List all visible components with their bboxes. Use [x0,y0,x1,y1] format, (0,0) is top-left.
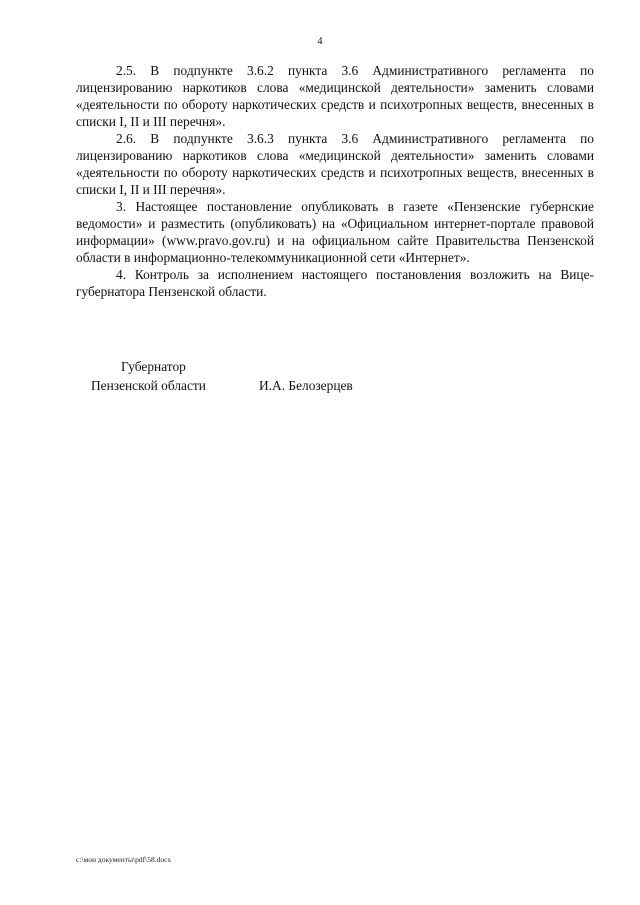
paragraph-4: 4. Контроль за исполнением настоящего постановления возложить на Вице-губернатора Пензенской области. [76,267,594,299]
signatory-title-line-1: Губернатор [121,359,186,374]
paragraph-2-5: 2.5. В подпункте 3.6.2 пункта 3.6 Административного регламента по лицензированию наркотиков слова «медицинской деятельности» заменить словами «деятельности по обороту наркотических средств и психотропных веществ, внесенных в списки I, II и III перечня». [76,63,594,129]
footer-file-path: c:\мои документы\pdf\58.docx [76,855,172,864]
page-number: 4 [317,36,323,47]
paragraph-3: 3. Настоящее постановление опубликовать в газете «Пензенские губернские ведомости» и разместить (опубликовать) на «Официальном интернет-портале правовой информации» (www.pravo.gov.ru) и на официальном сайте Правительства Пензенской области в информационно-телекоммуникационной сети «Интернет». [76,199,594,265]
signatory-title-line-2: Пензенской области [91,378,206,393]
paragraph-2-6: 2.6. В подпункте 3.6.3 пункта 3.6 Административного регламента по лицензированию наркотиков слова «медицинской деятельности» заменить словами «деятельности по обороту наркотических средств и психотропных веществ, внесенных в списки I, II и III перечня». [76,131,594,197]
signatory-name: И.А. Белозерцев [259,378,353,393]
document-body [76,62,594,300]
